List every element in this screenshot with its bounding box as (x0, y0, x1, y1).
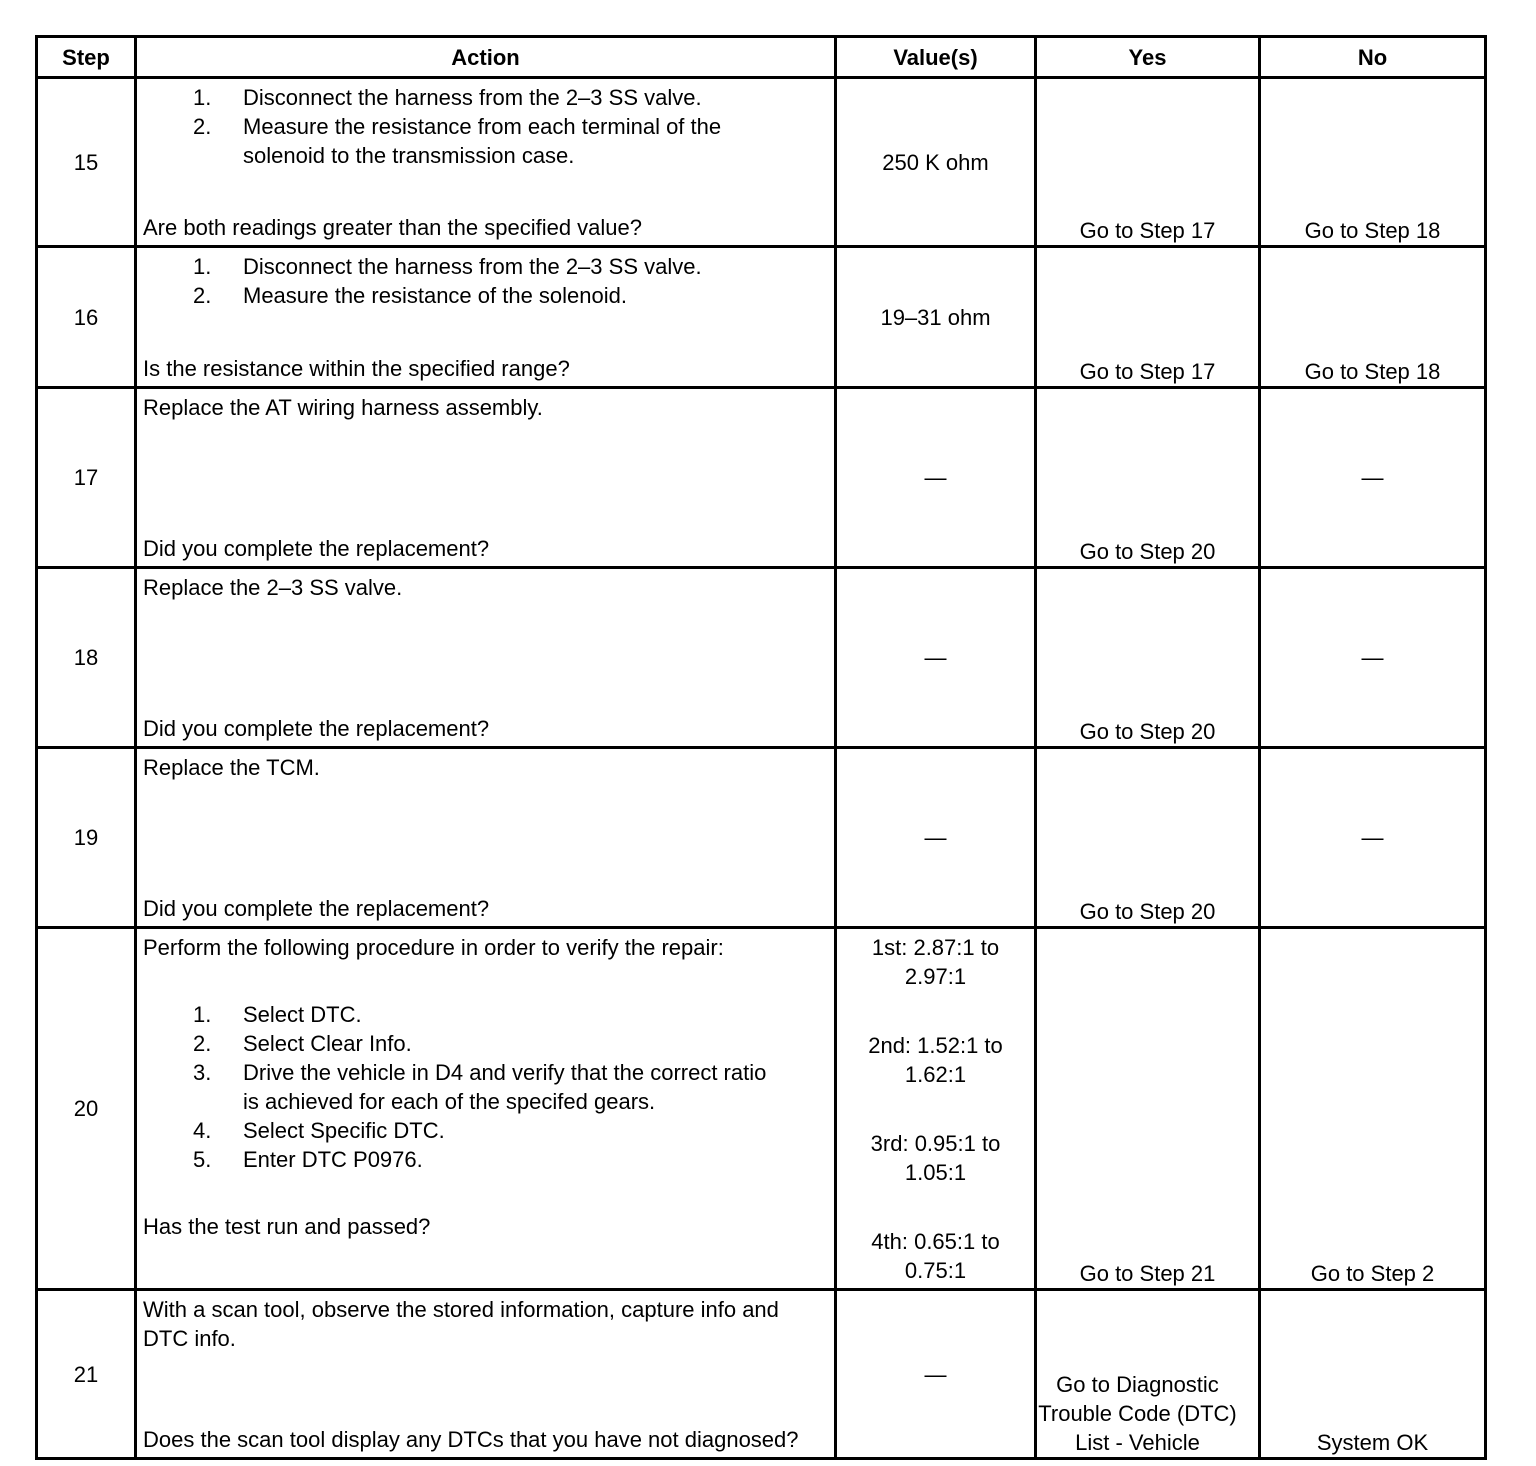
step-number: 20 (37, 928, 136, 1290)
list-item: 1. Disconnect the harness from the 2–3 SS valve. (193, 254, 702, 279)
question-text: Does the scan tool display any DTCs that you have not diagnosed? (143, 1427, 799, 1452)
table-row (37, 568, 1486, 748)
header-yes: Yes (1036, 37, 1260, 78)
diagnostic-table (35, 35, 1487, 1460)
procedure-list (143, 83, 828, 170)
table-row (37, 388, 1486, 568)
yes-cell: Go to Step 20 (1036, 568, 1260, 748)
question-text: Is the resistance within the specified range? (143, 356, 570, 381)
list-item: 3. Drive the vehicle in D4 and verify that the correct ratio is achieved for each of the specifed gears. (193, 1060, 767, 1114)
header-action: Action (136, 37, 836, 78)
gear-ratio: 2nd: 1.52:1 to 1.62:1 (868, 1033, 1003, 1087)
table-row (37, 78, 1486, 247)
yes-cell: Go to Step 21 (1036, 928, 1260, 1290)
list-item: 2. Measure the resistance of the solenoid. (193, 283, 628, 308)
value-cell: 250 K ohm (836, 78, 1036, 247)
list-item: 5. Enter DTC P0976. (193, 1147, 423, 1172)
procedure-list (143, 1000, 828, 1174)
step-number: 17 (37, 388, 136, 568)
header-no: No (1260, 37, 1486, 78)
instruction-text: Replace the TCM. (143, 755, 320, 780)
yes-cell: Go to Diagnostic Trouble Code (DTC) List - Vehicle (1036, 1290, 1260, 1459)
value-cell: — (836, 748, 1036, 928)
yes-cell: Go to Step 20 (1036, 748, 1260, 928)
list-item: 2. Select Clear Info. (193, 1031, 412, 1056)
question-text: Did you complete the replacement? (143, 536, 490, 561)
header-row (37, 37, 1486, 78)
step-number: 16 (37, 247, 136, 388)
value-cell: — (836, 568, 1036, 748)
yes-cell: Go to Step 17 (1036, 78, 1260, 247)
step-number: 21 (37, 1290, 136, 1459)
step-number: 15 (37, 78, 136, 247)
question-text: Has the test run and passed? (143, 1214, 431, 1239)
question-text: Are both readings greater than the specified value? (143, 215, 642, 240)
no-cell: — (1260, 748, 1486, 928)
gear-ratio: 1st: 2.87:1 to 2.97:1 (871, 935, 1000, 989)
gear-ratio: 3rd: 0.95:1 to 1.05:1 (870, 1131, 1001, 1185)
action-cell (136, 388, 836, 568)
action-cell (136, 1290, 836, 1459)
list-item: 2. Measure the resistance from each terminal of the solenoid to the transmission case. (193, 114, 722, 168)
instruction-text: Perform the following procedure in order to verify the repair: (143, 935, 724, 960)
no-cell: System OK (1260, 1290, 1486, 1459)
no-cell: — (1260, 388, 1486, 568)
instruction-text: Replace the 2–3 SS valve. (143, 575, 403, 600)
table-row (37, 928, 1486, 1290)
action-cell (136, 748, 836, 928)
no-cell: — (1260, 568, 1486, 748)
procedure-list (143, 252, 828, 310)
list-item: 1. Select DTC. (193, 1002, 362, 1027)
value-cell: — (836, 1290, 1036, 1459)
table-row (37, 247, 1486, 388)
no-cell: Go to Step 2 (1260, 928, 1486, 1290)
step-number: 19 (37, 748, 136, 928)
question-text: Did you complete the replacement? (143, 716, 490, 741)
table-row (37, 748, 1486, 928)
value-cell: 19–31 ohm (836, 247, 1036, 388)
yes-cell: Go to Step 20 (1036, 388, 1260, 568)
instruction-text: Replace the AT wiring harness assembly. (143, 395, 543, 420)
table-row (37, 1290, 1486, 1459)
no-cell: Go to Step 18 (1260, 247, 1486, 388)
gear-ratio: 4th: 0.65:1 to 0.75:1 (871, 1229, 1000, 1283)
header-values: Value(s) (836, 37, 1036, 78)
question-text: Did you complete the replacement? (143, 896, 490, 921)
value-cell (836, 928, 1036, 1290)
action-cell (136, 247, 836, 388)
yes-cell: Go to Step 17 (1036, 247, 1260, 388)
no-cell: Go to Step 18 (1260, 78, 1486, 247)
instruction-text: With a scan tool, observe the stored information, capture info and DTC info. (143, 1297, 779, 1351)
action-cell (136, 78, 836, 247)
value-cell: — (836, 388, 1036, 568)
action-cell (136, 928, 836, 1290)
list-item: 4. Select Specific DTC. (193, 1118, 445, 1143)
step-number: 18 (37, 568, 136, 748)
header-step: Step (37, 37, 136, 78)
action-cell (136, 568, 836, 748)
list-item: 1. Disconnect the harness from the 2–3 SS valve. (193, 85, 702, 110)
